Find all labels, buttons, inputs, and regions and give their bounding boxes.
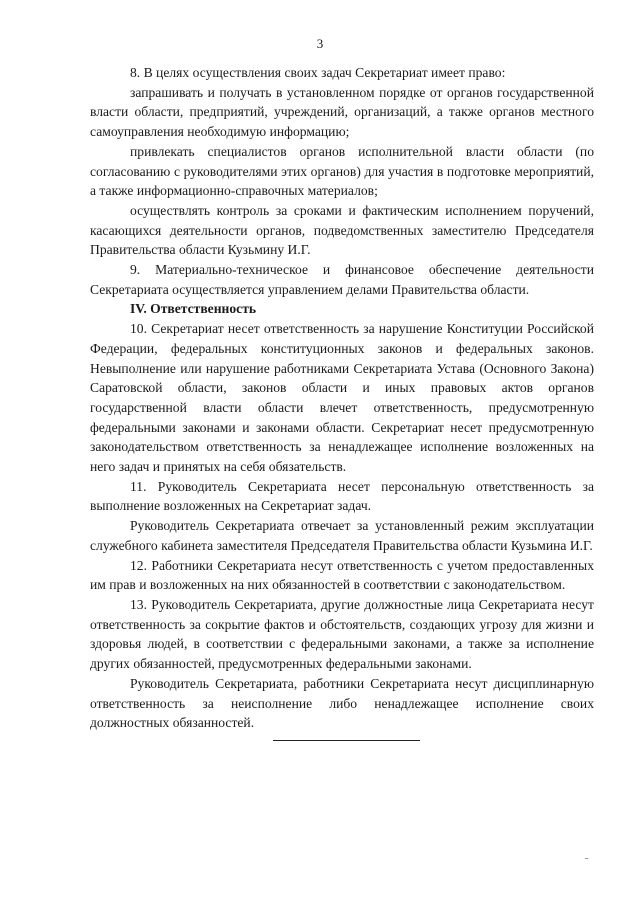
paragraph-8-involve-specialists: привлекать специалистов органов исполнительной власти области (по согласованию с руководителями этих органов) для участия в подготовке мероприятий, а также информационно-справочных материалов; <box>90 143 594 199</box>
paragraph-13-disciplinary: Руководитель Секретариата, работники Секретариата несут дисциплинарную ответственность за неисполнение либо ненадлежащее исполнение своих должностных обязанностей. <box>90 675 594 731</box>
paragraph-10: 10. Секретариат несет ответственность за нарушение Конституции Российской Федерации, федеральных конституционных законов и федеральных законов. Невыполнение или нарушение работниками Секретариата Устава (Основного Закона) Саратовской области, законов области и иных правовых актов органов государственной власти области влечет ответственность, предусмотренную федеральными законами и законами области. Секретариат несет предусмотренную законодательством ответственность за ненадлежащее исполнение возложенных на него задач и принятых на себя обязательств. <box>90 321 594 475</box>
paragraph-8-request-info: запрашивать и получать в установленном порядке от органов государственной власти области, предприятий, учреждений, организаций, а также органов местного самоуправления необходимую информацию; <box>90 84 594 140</box>
paragraph-12: 12. Работники Секретариата несут ответственность с учетом предоставленных им прав и возложенных на них обязанностей в соответствии с законодательством. <box>90 557 594 593</box>
section-title-responsibility: IV. Ответственность <box>130 301 257 317</box>
paragraph-11-office: Руководитель Секретариата отвечает за установленный режим эксплуатации служебного кабинета заместителя Председателя Правительства области Кузьмина И.Г. <box>90 518 594 553</box>
paragraph-13: 13. Руководитель Секретариата, другие должностные лица Секретариата несут ответственность за сокрытие фактов и обстоятельств, создающих угрозу для жизни и здоровья людей, в соответствии с федеральными законами, а также за исполнение других обязанностей, предусмотренных федеральными законами. <box>90 596 594 672</box>
page-number: 3 <box>316 36 324 51</box>
paragraph-8-control: осуществлять контроль за сроками и фактическим исполнением поручений, касающихся деятельности органов, подведомственных заместителю Председателя Правительства области Кузьмину И.Г. <box>90 202 594 258</box>
closing-separator-line <box>273 740 420 741</box>
paragraph-9: 9. Материально-техническое и финансовое обеспечение деятельности Секретариата осуществляется управлением делами Правительства области. <box>90 262 594 297</box>
scan-speck <box>585 858 588 859</box>
document-body <box>90 63 594 733</box>
paragraph-8: 8. В целях осуществления своих задач Секретариат имеет право: <box>130 65 506 80</box>
paragraph-11: 11. Руководитель Секретариата несет персональную ответственность за выполнение возложенных на Секретариат задач. <box>90 478 594 514</box>
